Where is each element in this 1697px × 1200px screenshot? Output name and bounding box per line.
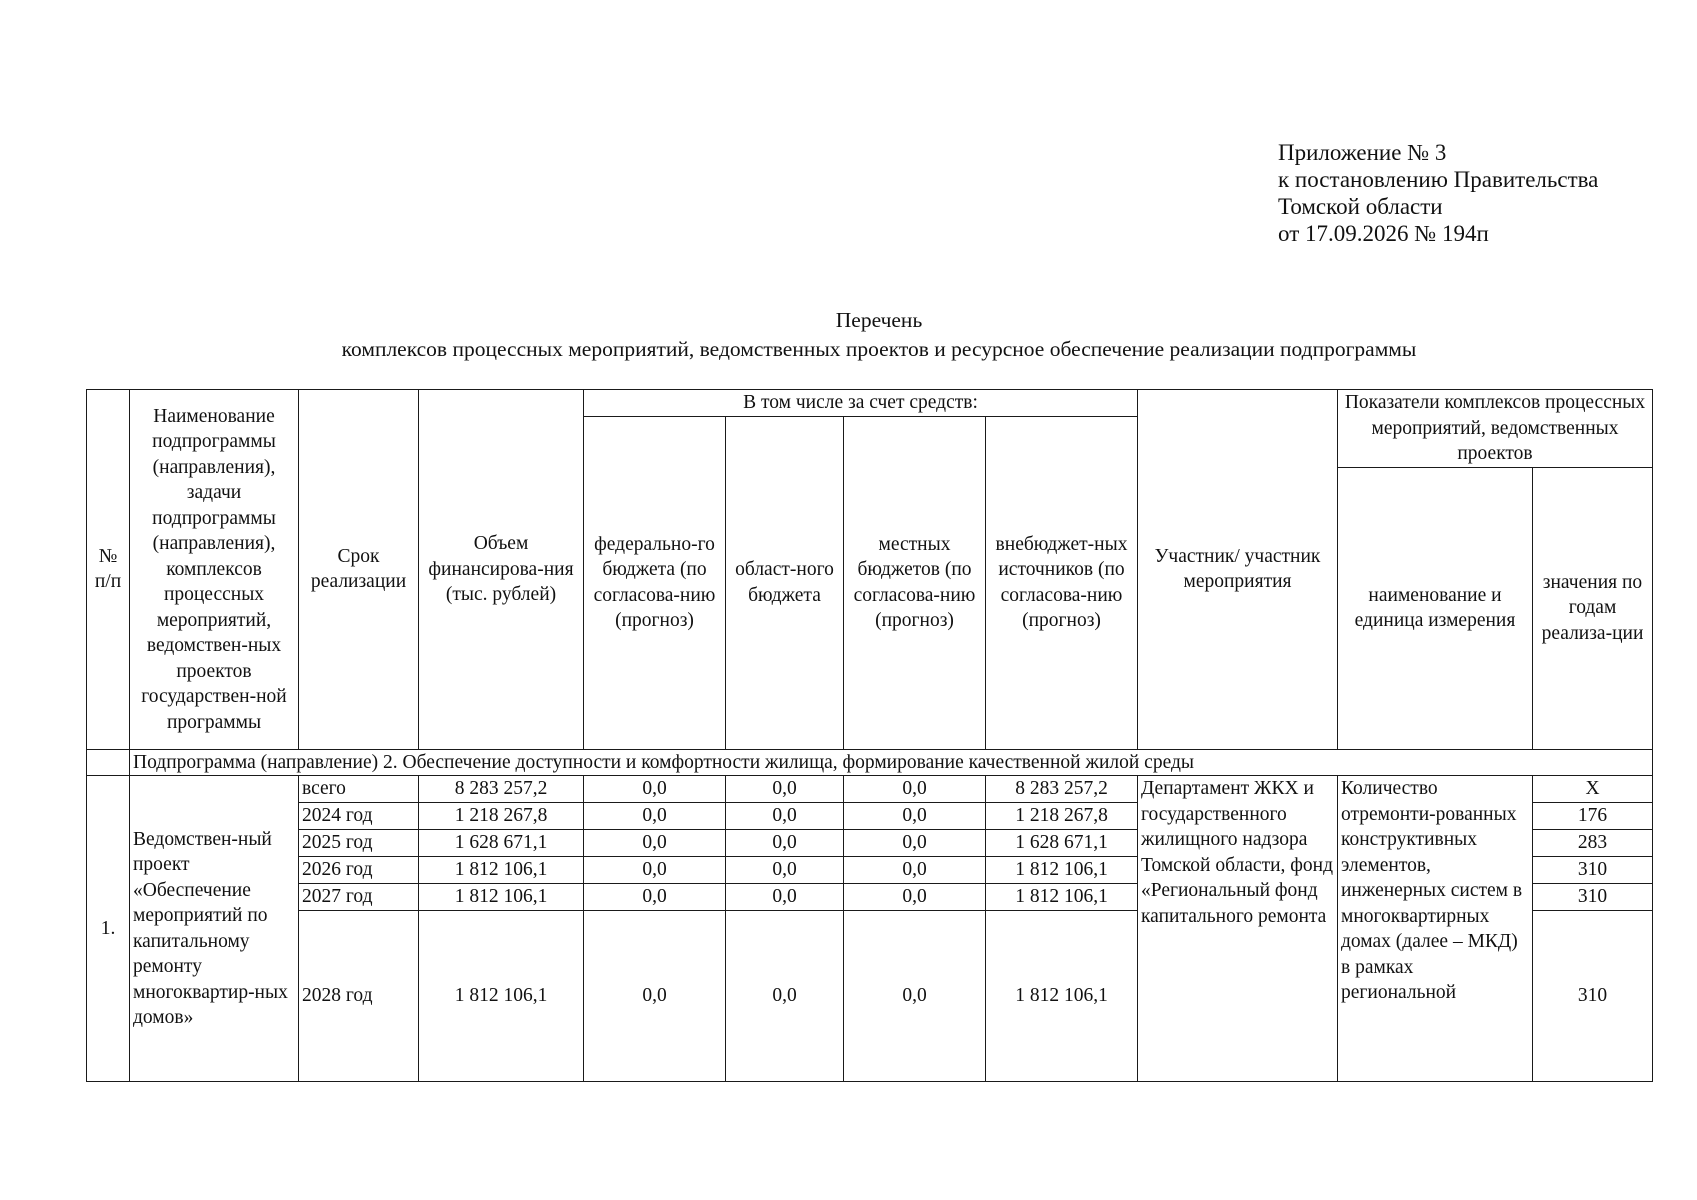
header-participant: Участник/ участник мероприятия xyxy=(1138,390,1338,750)
project-name: Ведомствен-ный проект «Обеспечение мероприятий по капитальному ремонту многоквартир-ных домов» xyxy=(130,776,299,1082)
volume-cell: 1 218 267,8 xyxy=(419,803,584,830)
local-cell: 0,0 xyxy=(844,911,986,1082)
indicator-value-cell: 310 xyxy=(1533,857,1653,884)
term-cell: 2026 год xyxy=(299,857,419,884)
project-num: 1. xyxy=(87,776,130,1082)
regional-cell: 0,0 xyxy=(726,803,844,830)
term-cell: 2024 год xyxy=(299,803,419,830)
term-cell: 2025 год xyxy=(299,830,419,857)
title-line: комплексов процессных мероприятий, ведомственных проектов и ресурсное обеспечение реализации подпрограммы xyxy=(341,337,1417,361)
header-local: местных бюджетов (по согласова-нию (прогноз) xyxy=(844,416,986,749)
header-volume: Объем финансирова-ния (тыс. рублей) xyxy=(419,390,584,750)
term-cell: всего xyxy=(299,776,419,803)
header-indicator-name: наименование и единица измерения xyxy=(1338,467,1533,749)
term-cell: 2027 год xyxy=(299,884,419,911)
volume-cell: 8 283 257,2 xyxy=(419,776,584,803)
federal-cell: 0,0 xyxy=(584,803,726,830)
annex-block xyxy=(1278,139,1598,247)
federal-cell: 0,0 xyxy=(584,857,726,884)
participant-cell: Департамент ЖКХ и государственного жилищного надзора Томской области, фонд «Региональный фонд капитального ремонта xyxy=(1138,776,1338,1082)
regional-cell: 0,0 xyxy=(726,911,844,1082)
header-federal: федерально-го бюджета (по согласова-нию (прогноз) xyxy=(584,416,726,749)
term-cell: 2028 год xyxy=(299,911,419,1082)
regional-cell: 0,0 xyxy=(726,884,844,911)
indicator-value-cell: 283 xyxy=(1533,830,1653,857)
local-cell: 0,0 xyxy=(844,803,986,830)
subprogram-title: Подпрограмма (направление) 2. Обеспечение доступности и комфортности жилища, формирование качественной жилой среды xyxy=(130,749,1653,776)
offbudget-cell: 1 628 671,1 xyxy=(986,830,1138,857)
title-line: Перечень xyxy=(835,308,923,332)
resource-table xyxy=(86,389,1653,1082)
regional-cell: 0,0 xyxy=(726,830,844,857)
offbudget-cell: 1 218 267,8 xyxy=(986,803,1138,830)
indicator-value-cell: 176 xyxy=(1533,803,1653,830)
subprogram-num-cell xyxy=(87,749,130,776)
regional-cell: 0,0 xyxy=(726,776,844,803)
offbudget-cell: 8 283 257,2 xyxy=(986,776,1138,803)
offbudget-cell: 1 812 106,1 xyxy=(986,911,1138,1082)
federal-cell: 0,0 xyxy=(584,776,726,803)
local-cell: 0,0 xyxy=(844,857,986,884)
indicator-name-cell: Количество отремонти-рованных конструктивных элементов, инженерных систем в многоквартирных домах (далее – МКД) в рамках региональной xyxy=(1338,776,1533,1082)
volume-cell: 1 812 106,1 xyxy=(419,911,584,1082)
federal-cell: 0,0 xyxy=(584,884,726,911)
local-cell: 0,0 xyxy=(844,830,986,857)
header-name: Наименование подпрограммы (направления), задачи подпрограммы (направления), комплексов процессных мероприятий, ведомствен-ных проектов государствен-ной программы xyxy=(130,390,299,750)
local-cell: 0,0 xyxy=(844,776,986,803)
document-title xyxy=(86,306,1672,364)
header-term: Срок реализации xyxy=(299,390,419,750)
volume-cell: 1 812 106,1 xyxy=(419,884,584,911)
table-row xyxy=(87,776,1653,803)
annex-line: к постановлению Правительства xyxy=(1278,167,1599,192)
indicator-value-cell: 310 xyxy=(1533,911,1653,1082)
local-cell: 0,0 xyxy=(844,884,986,911)
header-offbudget: внебюджет-ных источников (по согласова-нию (прогноз) xyxy=(986,416,1138,749)
offbudget-cell: 1 812 106,1 xyxy=(986,857,1138,884)
annex-line: от 17.09.2026 № 194п xyxy=(1278,221,1489,246)
header-num: № п/п xyxy=(87,390,130,750)
annex-line: Приложение № 3 xyxy=(1278,140,1447,165)
header-sources-group: В том числе за счет средств: xyxy=(584,390,1138,417)
indicator-value-cell: Х xyxy=(1533,776,1653,803)
header-indicators-group: Показатели комплексов процессных мероприятий, ведомственных проектов xyxy=(1338,390,1653,468)
federal-cell: 0,0 xyxy=(584,911,726,1082)
offbudget-cell: 1 812 106,1 xyxy=(986,884,1138,911)
annex-line: Томской области xyxy=(1278,194,1443,219)
header-indicator-values: значения по годам реализа-ции xyxy=(1533,467,1653,749)
volume-cell: 1 628 671,1 xyxy=(419,830,584,857)
volume-cell: 1 812 106,1 xyxy=(419,857,584,884)
header-regional: област-ного бюджета xyxy=(726,416,844,749)
indicator-value-cell: 310 xyxy=(1533,884,1653,911)
federal-cell: 0,0 xyxy=(584,830,726,857)
regional-cell: 0,0 xyxy=(726,857,844,884)
